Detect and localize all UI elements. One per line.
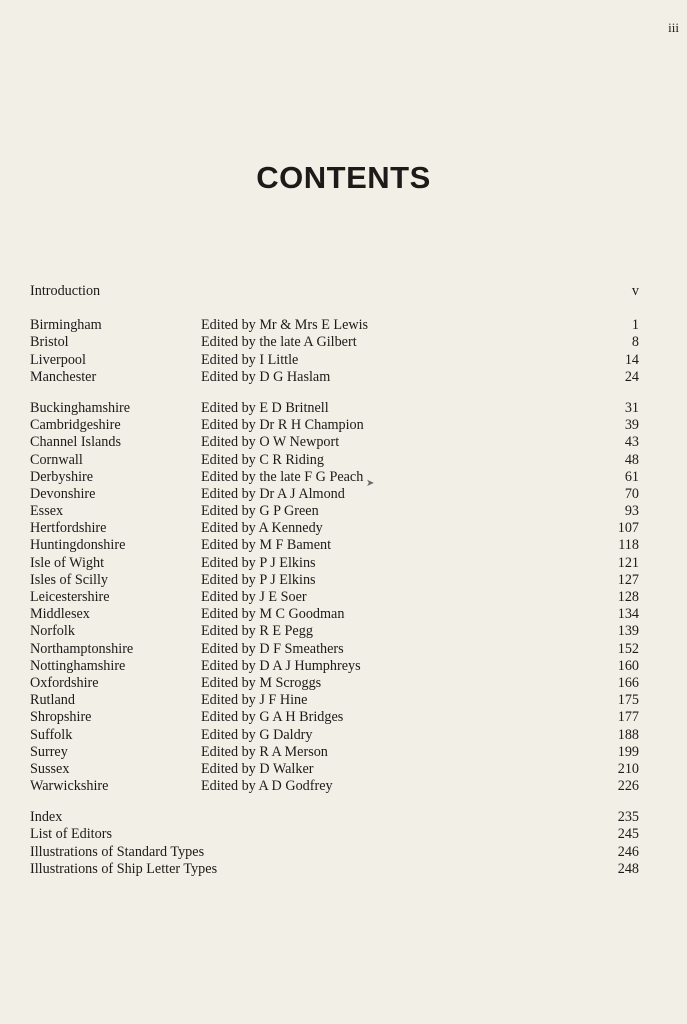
toc-entry: [0, 503, 687, 520]
toc-entry-editor: Edited by P J Elkins: [201, 554, 316, 571]
toc-entry: [0, 861, 687, 878]
toc-entry: [0, 778, 687, 795]
toc-entry-editor: Edited by D A J Humphreys: [201, 657, 361, 674]
toc-entry-page: 61: [624, 468, 639, 485]
toc-entry-editor: Edited by I Little: [201, 351, 299, 368]
toc-entry: [0, 606, 687, 623]
toc-entry: [0, 692, 687, 709]
cursor-mark: ➤: [366, 478, 375, 489]
toc-entry-title: Birmingham: [30, 317, 102, 334]
toc-entry: [0, 727, 687, 744]
toc-entry: [0, 469, 687, 486]
toc-entry-editor: Edited by D G Haslam: [201, 368, 331, 385]
toc-entry: [0, 826, 687, 843]
toc-entry-title: Shropshire: [30, 709, 92, 726]
toc-entry-title: Huntingdonshire: [30, 537, 126, 554]
toc-entry-title: Isles of Scilly: [30, 571, 109, 588]
toc-group: [0, 317, 687, 386]
toc-entry: [0, 623, 687, 640]
toc-entry-editor: Edited by D Walker: [201, 760, 314, 777]
page-number: iii: [668, 20, 679, 35]
toc-entry-title: Liverpool: [30, 351, 86, 368]
toc-entry-title: Bristol: [30, 334, 69, 351]
toc-entry-page: 134: [617, 606, 639, 623]
toc-entry-title: Channel Islands: [30, 434, 122, 451]
toc-entry-title: Manchester: [30, 368, 97, 385]
toc-entry-page: 127: [617, 571, 639, 588]
toc-entry-page: 1: [631, 317, 639, 334]
toc-entry-page: 160: [617, 657, 639, 674]
toc-entry-page: 107: [617, 520, 639, 537]
toc-entry-page: 245: [617, 826, 639, 843]
toc-entry-page: 8: [631, 334, 639, 351]
toc-entry-page: 246: [617, 843, 639, 860]
toc-entry-page: 128: [617, 589, 639, 605]
toc-entry-editor: Edited by A Kennedy: [201, 520, 323, 537]
toc-entry-page: 39: [624, 417, 639, 434]
toc-entry-title: Derbyshire: [30, 468, 94, 485]
toc-entry: [0, 520, 687, 537]
toc-entry-title: Isle of Wight: [30, 554, 105, 571]
toc-entry-page: 31: [624, 399, 639, 416]
toc-entry-page: 14: [624, 351, 639, 368]
toc-entry: [0, 675, 687, 692]
toc-entry: [0, 283, 687, 300]
toc-entry: [0, 400, 687, 417]
toc-entry-page: 166: [617, 674, 639, 691]
toc-entry-page: 226: [617, 778, 639, 795]
toc-entry-editor: Edited by G A H Bridges: [201, 709, 344, 726]
toc-entry-page: 177: [617, 709, 639, 726]
toc-entry-page: 210: [617, 760, 639, 777]
toc-entry-page: 24: [624, 368, 639, 385]
toc-entry-title: Cambridgeshire: [30, 417, 121, 434]
toc-entry-title: Index: [30, 809, 63, 826]
toc-entry-page: 139: [617, 623, 639, 640]
toc-entry: [0, 555, 687, 572]
toc-entry-title: Warwickshire: [30, 778, 109, 795]
toc-entry-title: Oxfordshire: [30, 674, 99, 691]
toc-entry-page: 118: [618, 537, 639, 554]
toc-entry-title: Devonshire: [30, 485, 96, 502]
toc-entry-title: Buckinghamshire: [30, 399, 131, 416]
toc-entry-page: 188: [617, 726, 639, 743]
toc-entry-editor: Edited by O W Newport: [201, 434, 340, 451]
toc-entry-page: 235: [617, 809, 639, 826]
toc-entry-title: Norfolk: [30, 623, 75, 640]
toc-entry-editor: Edited by M C Goodman: [201, 606, 345, 623]
toc-entry-editor: Edited by Dr R H Champion: [201, 417, 364, 434]
toc-entry-editor: Edited by E D Britnell: [201, 399, 329, 416]
toc-entry-page: 43: [624, 434, 639, 451]
toc-entry: [0, 369, 687, 386]
toc-entry-title: Suffolk: [30, 726, 73, 743]
toc-entry: [0, 658, 687, 675]
toc-entry-editor: Edited by the late F G Peach: [201, 468, 364, 485]
toc-entry: [0, 452, 687, 469]
toc-entry-editor: Edited by Mr & Mrs E Lewis: [201, 317, 369, 334]
toc-entry-title: Sussex: [30, 760, 70, 777]
toc-entry-page: 199: [617, 743, 639, 760]
toc-entry-editor: Edited by J E Soer: [201, 589, 307, 605]
toc-entry-title: Middlesex: [30, 606, 90, 623]
toc-entry-page: 152: [617, 640, 639, 657]
toc-entry-editor: Edited by M Scroggs: [201, 674, 322, 691]
toc-entry: [0, 641, 687, 658]
toc-entry-editor: Edited by C R Riding: [201, 451, 324, 468]
toc-entry: [0, 589, 687, 606]
toc-entry: [0, 334, 687, 351]
toc-entry: [0, 352, 687, 369]
toc-entry-editor: Edited by P J Elkins: [201, 571, 316, 588]
toc-entry-page: 48: [624, 451, 639, 468]
page-title: CONTENTS: [256, 160, 431, 195]
table-of-contents: [0, 283, 687, 892]
toc-entry: [0, 709, 687, 726]
toc-entry-editor: Edited by R A Merson: [201, 743, 328, 760]
toc-entry: [0, 417, 687, 434]
toc-entry-title: Rutland: [30, 692, 75, 709]
toc-entry-editor: Edited by G P Green: [201, 503, 319, 520]
toc-group: [0, 400, 687, 795]
toc-entry-editor: Edited by R E Pegg: [201, 623, 313, 640]
toc-entry: [0, 572, 687, 589]
toc-entry-editor: Edited by the late A Gilbert: [201, 334, 357, 351]
toc-entry-title: List of Editors: [30, 826, 112, 843]
toc-entry: [0, 537, 687, 554]
toc-entry-title: Northamptonshire: [30, 640, 134, 657]
toc-entry-page: 175: [617, 692, 639, 709]
toc-entry-title: Leicestershire: [30, 589, 110, 605]
toc-entry-title: Illustrations of Ship Letter Types: [30, 860, 218, 877]
toc-entry-title: Illustrations of Standard Types: [30, 843, 205, 860]
toc-entry: [0, 809, 687, 826]
toc-entry-title: Hertfordshire: [30, 520, 107, 537]
toc-entry-title: Cornwall: [30, 451, 83, 468]
toc-entry-title: Introduction: [30, 283, 101, 299]
toc-entry: [0, 317, 687, 334]
toc-entry-page: v: [631, 283, 639, 299]
toc-entry-editor: Edited by J F Hine: [201, 692, 308, 709]
toc-entry-title: Essex: [30, 503, 64, 520]
toc-entry: [0, 844, 687, 861]
toc-entry: [0, 761, 687, 778]
toc-entry-title: Surrey: [30, 743, 68, 760]
toc-entry: [0, 744, 687, 761]
toc-group: [0, 283, 687, 300]
toc-entry-editor: Edited by M F Bament: [201, 537, 332, 554]
toc-entry-editor: Edited by D F Smeathers: [201, 640, 344, 657]
toc-entry-page: 121: [617, 554, 639, 571]
toc-entry-editor: Edited by A D Godfrey: [201, 778, 333, 795]
toc-entry-title: Nottinghamshire: [30, 657, 126, 674]
toc-entry-page: 248: [617, 860, 639, 877]
toc-entry-page: 70: [624, 485, 639, 502]
toc-entry: [0, 434, 687, 451]
toc-entry-editor: Edited by Dr A J Almond: [201, 485, 345, 502]
toc-entry-page: 93: [624, 503, 639, 520]
toc-entry-editor: Edited by G Daldry: [201, 726, 313, 743]
toc-entry: [0, 486, 687, 503]
toc-group: [0, 809, 687, 878]
